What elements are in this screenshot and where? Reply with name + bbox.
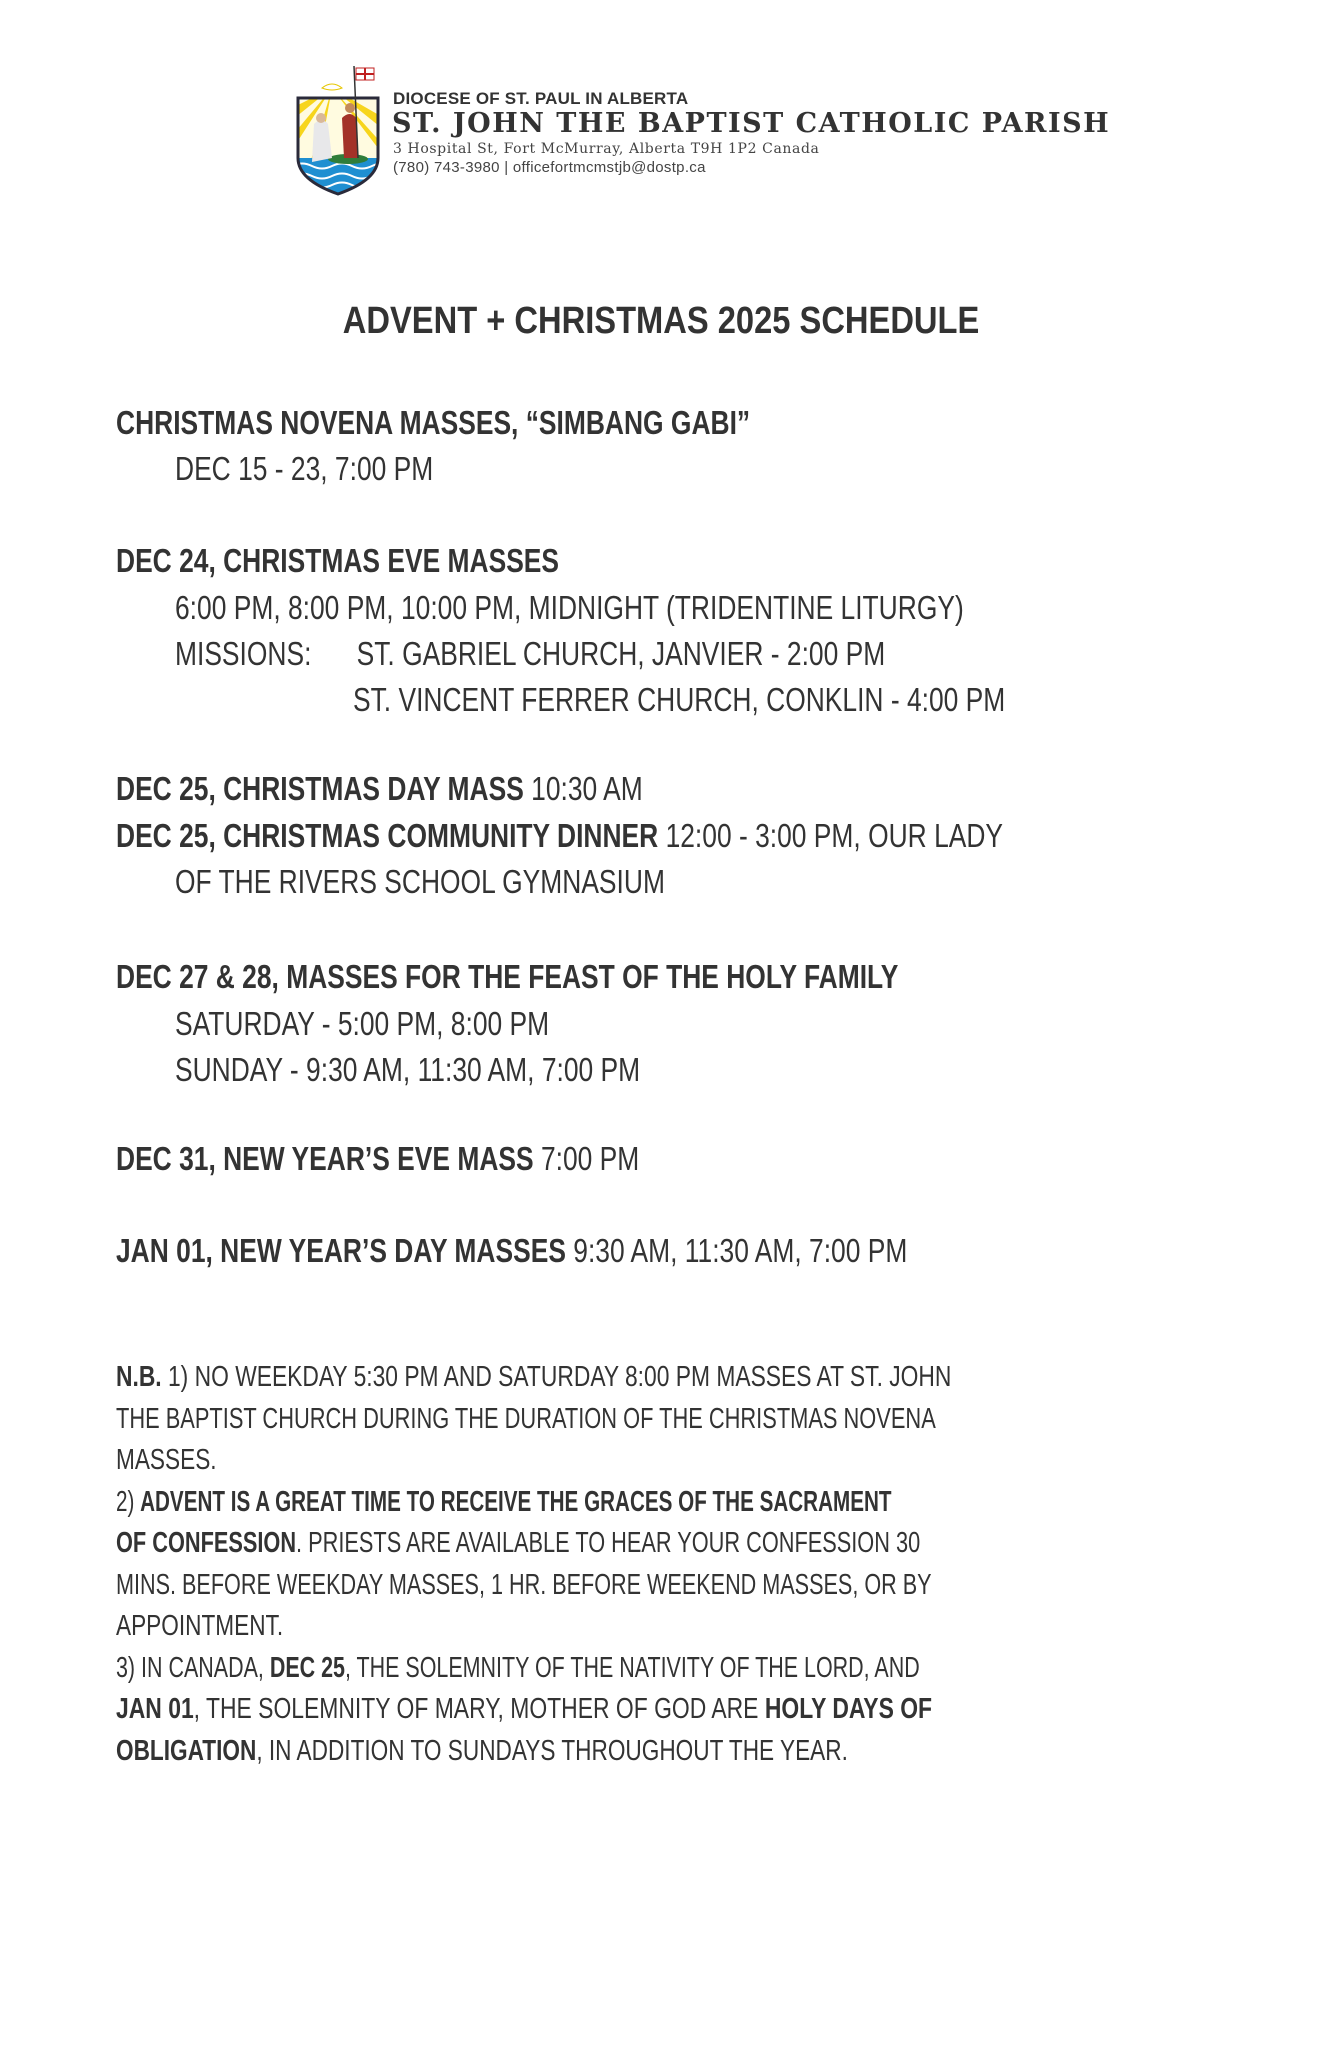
mission-1: ST. GABRIEL CHURCH, JANVIER - 2:00 PM: [356, 635, 886, 672]
novena-heading: CHRISTMAS NOVENA MASSES, “SIMBANG GABI”: [116, 404, 751, 441]
community-dinner-time: 12:00 - 3:00 PM, OUR LADY: [665, 817, 1004, 854]
diocese-name: DIOCESE OF ST. PAUL IN ALBERTA: [393, 89, 689, 108]
holy-family-saturday: SATURDAY - 5:00 PM, 8:00 PM: [175, 1005, 550, 1042]
community-dinner-location: OF THE RIVERS SCHOOL GYMNASIUM: [175, 863, 665, 900]
new-years-eve-time: 7:00 PM: [540, 1140, 640, 1177]
missions-row-2: [353, 681, 1168, 719]
note-2-line-4: APPOINTMENT.: [116, 1610, 284, 1642]
missions-row-1: [175, 635, 1063, 673]
nb-label: N.B.: [116, 1361, 162, 1393]
novena-time: DEC 15 - 23, 7:00 PM: [175, 450, 434, 487]
note-2-line-1: 2) ADVENT IS A GREAT TIME TO RECEIVE THE GRACES OF THE SACRAMENT: [116, 1485, 892, 1518]
note-1-line-1: N.B. 1) NO WEEKDAY 5:30 PM AND SATURDAY 8:00 PM MASSES AT ST. JOHN: [116, 1361, 952, 1393]
note-3-line-1: 3) IN CANADA, DEC 25, THE SOLEMNITY OF THE NATIVITY OF THE LORD, AND: [116, 1651, 920, 1684]
note-1-line-3: MASSES.: [116, 1444, 217, 1476]
new-years-eve-heading: DEC 31, NEW YEAR’S EVE MASS: [116, 1140, 534, 1177]
parish-crest-icon: [292, 58, 384, 198]
page-title: ADVENT + CHRISTMAS 2025 SCHEDULE: [342, 300, 980, 342]
new-years-eve-row: [116, 1140, 770, 1178]
holy-family-sunday: SUNDAY - 9:30 AM, 11:30 AM, 7:00 PM: [175, 1051, 641, 1088]
christmas-eve-heading: DEC 24, CHRISTMAS EVE MASSES: [116, 542, 560, 579]
parish-address: 3 Hospital St, Fort McMurray, Alberta T9H 1P2 Canada: [393, 141, 820, 157]
mission-2: ST. VINCENT FERRER CHURCH, CONKLIN - 4:00 PM: [353, 681, 1006, 718]
christmas-day-row: [116, 770, 774, 808]
notes-block: [116, 1357, 1196, 1772]
holy-family-heading: DEC 27 & 28, MASSES FOR THE FEAST OF THE HOLY FAMILY: [116, 958, 899, 995]
new-years-day-row: [116, 1232, 1105, 1270]
parish-contact: (780) 743-3980 | officefortmcmstjb@dostp.ca: [393, 159, 706, 176]
note-3-line-3: OBLIGATION, IN ADDITION TO SUNDAYS THROUGHOUT THE YEAR.: [116, 1734, 848, 1767]
note-2-line-2: OF CONFESSION. PRIESTS ARE AVAILABLE TO HEAR YOUR CONFESSION 30: [116, 1527, 921, 1559]
parish-name: ST. JOHN THE BAPTIST CATHOLIC PARISH: [392, 108, 1111, 139]
community-dinner-heading: DEC 25, CHRISTMAS COMMUNITY DINNER: [116, 817, 659, 854]
christmas-day-heading: DEC 25, CHRISTMAS DAY MASS: [116, 770, 524, 807]
new-years-day-time: 9:30 AM, 11:30 AM, 7:00 PM: [573, 1232, 908, 1269]
note-1-line-2: THE BAPTIST CHURCH DURING THE DURATION OF THE CHRISTMAS NOVENA: [116, 1402, 936, 1435]
community-dinner-row: [116, 817, 1225, 855]
new-years-day-heading: JAN 01, NEW YEAR’S DAY MASSES: [116, 1232, 566, 1269]
note-2-line-3: MINS. BEFORE WEEKDAY MASSES, 1 HR. BEFORE WEEKEND MASSES, OR BY: [116, 1568, 932, 1601]
note-3-line-2: JAN 01, THE SOLEMNITY OF MARY, MOTHER OF GOD ARE HOLY DAYS OF: [116, 1693, 933, 1725]
missions-label: MISSIONS:: [175, 635, 312, 672]
christmas-eve-times: 6:00 PM, 8:00 PM, 10:00 PM, MIDNIGHT (TRIDENTINE LITURGY): [175, 589, 964, 626]
christmas-day-time: 10:30 AM: [531, 770, 643, 807]
